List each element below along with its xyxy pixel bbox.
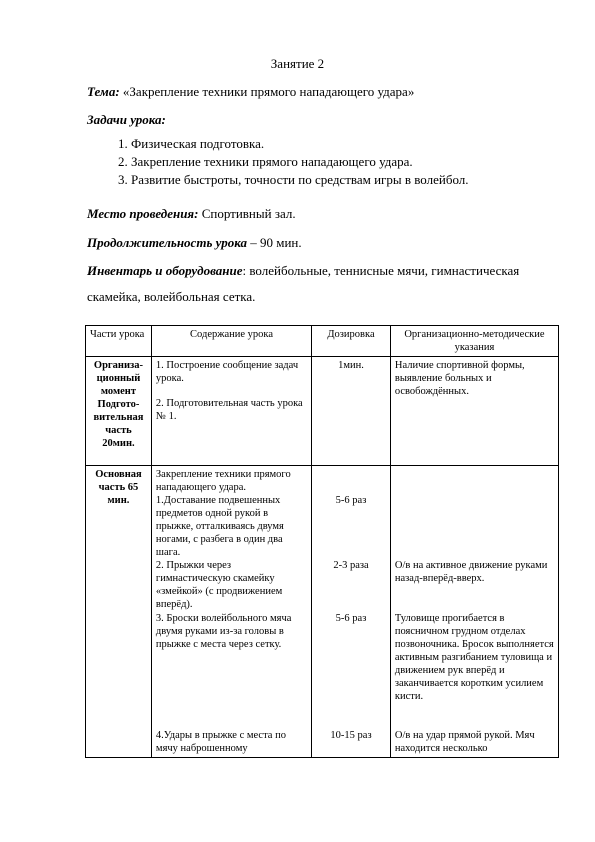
task-item: 3. Развитие быстроты, точности по средствам игры в волейбол. bbox=[118, 172, 469, 187]
content-text: Закрепление техники прямого нападающего удара. bbox=[155, 469, 291, 493]
content-cell bbox=[151, 357, 311, 466]
topic-label: Тема: bbox=[87, 84, 120, 99]
header-method-notes: Организационно-методические указания bbox=[390, 326, 558, 357]
notes-cell bbox=[390, 466, 558, 758]
place-line bbox=[87, 206, 296, 222]
header-content: Содержание урока bbox=[151, 326, 311, 357]
equipment-label: Инвентарь и оборудование bbox=[87, 263, 243, 278]
table-row bbox=[86, 357, 559, 466]
topic-line bbox=[87, 84, 414, 100]
equipment-line bbox=[87, 263, 519, 279]
equipment-line-2: скамейка, волейбольная сетка. bbox=[87, 289, 256, 304]
task-item: 1. Физическая подготовка. bbox=[118, 136, 265, 151]
content-text: 4.Удары в прыжке с места по мячу наброшенному bbox=[155, 730, 286, 754]
task-item: 2. Закрепление техники прямого нападающего удара. bbox=[118, 154, 413, 169]
duration-line bbox=[87, 235, 302, 251]
dosage-text: 10-15 раз bbox=[330, 730, 372, 741]
tasks-heading bbox=[87, 112, 166, 128]
lesson-title: Занятие 2 bbox=[270, 56, 325, 71]
lesson-plan-table bbox=[85, 325, 559, 758]
part-cell: Организа-ционный момент Подгото-вительная часть 20мин. bbox=[86, 357, 152, 466]
dosage-text: 5-6 раз bbox=[335, 613, 367, 624]
content-cell bbox=[151, 466, 311, 758]
content-text: 2. Подготовительная часть урока № 1. bbox=[155, 398, 303, 422]
dosage-cell: 1мин. bbox=[312, 357, 391, 466]
dosage-text: 5-6 раз bbox=[335, 495, 367, 506]
header-dosage: Дозировка bbox=[312, 326, 391, 357]
table-row bbox=[86, 466, 559, 758]
dosage-text: 2-3 раза bbox=[333, 560, 369, 571]
dosage-cell bbox=[312, 466, 391, 758]
header-parts: Части урока bbox=[86, 326, 152, 357]
notes-cell: Наличие спортивной формы, выявление больных и освобождённых. bbox=[390, 357, 558, 466]
notes-text: Туловище прогибается в поясничном грудном отделах позвоночника. Бросок выполняется активным разгибанием туловища и движением рук вперёд и заканчивается коротким усилием кисти. bbox=[394, 613, 554, 702]
place-value: Спортивный зал. bbox=[198, 206, 296, 221]
duration-label: Продолжительность урока bbox=[87, 235, 247, 250]
content-text: 2. Прыжки через гимнастическую скамейку «змейкой» (с продвижением вперёд). bbox=[155, 560, 283, 610]
notes-text bbox=[395, 468, 554, 559]
notes-text: О/в на удар прямой рукой. Мяч находится несколько bbox=[394, 730, 535, 754]
place-label: Место проведения: bbox=[87, 206, 199, 221]
tasks-label: Задачи урока: bbox=[87, 112, 166, 127]
content-text: 1.Доставание подвешенных предметов одной рукой в прыжке, отталкиваясь двумя ногами, с разбега в один два шага. bbox=[155, 495, 284, 558]
table-header-row bbox=[86, 326, 559, 357]
content-text: 1. Построение сообщение задач урока. bbox=[155, 360, 299, 384]
notes-text: О/в на активное движение руками назад-вперёд-вверх. bbox=[394, 560, 548, 584]
equipment-value: : волейбольные, теннисные мячи, гимнастическая bbox=[242, 263, 520, 278]
content-text: 3. Броски волейбольного мяча двумя руками из-за головы в прыжке с места через сетку. bbox=[155, 613, 292, 650]
duration-value: – 90 мин. bbox=[247, 235, 302, 250]
part-cell: Основная часть 65 мин. bbox=[86, 466, 152, 758]
topic-value: «Закрепление техники прямого нападающего удара» bbox=[119, 84, 415, 99]
tasks-list bbox=[118, 135, 469, 189]
